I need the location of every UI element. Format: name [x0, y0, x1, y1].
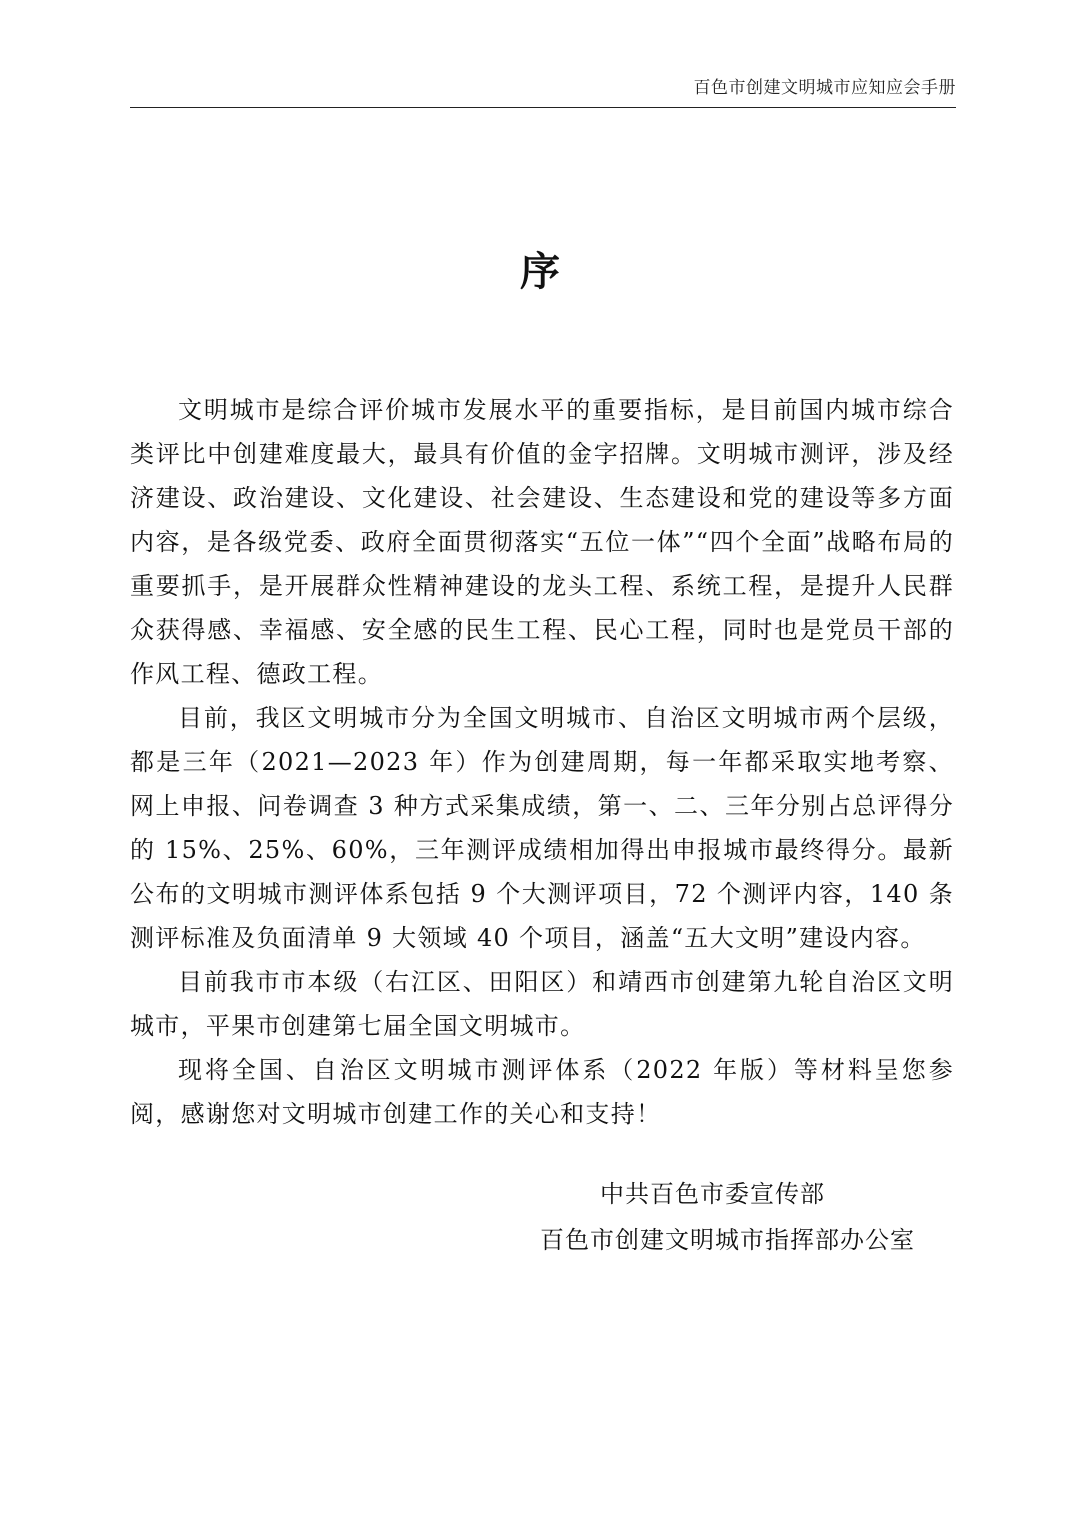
preface-body — [130, 388, 954, 1136]
running-header: 百色市创建文明城市应知应会手册 — [693, 78, 956, 98]
paragraph-4: 现将全国、自治区文明城市测评体系（2022 年版）等材料呈您参阅，感谢您对文明城市创建工作的关心和支持！ — [130, 1056, 954, 1128]
signature-line-1: 中共百色市委宣传部 — [600, 1180, 825, 1208]
paragraph-1: 文明城市是综合评价城市发展水平的重要指标，是目前国内城市综合类评比中创建难度最大，最具有价值的金字招牌。文明城市测评，涉及经济建设、政治建设、文化建设、社会建设、生态建设和党的建设等多方面内容，是各级党委、政府全面贯彻落实“五位一体”“四个全面”战略布局的重要抓手，是开展群众性精神建设的龙头工程、系统工程，是提升人民群众获得感、幸福感、安全感的民生工程、民心工程，同时也是党员干部的作风工程、德政工程。 — [130, 396, 954, 688]
paragraph-2: 目前，我区文明城市分为全国文明城市、自治区文明城市两个层级，都是三年（2021—2023 年）作为创建周期，每一年都采取实地考察、网上申报、问卷调查 3 种方式采集成绩，第一、二、三年分别占总评得分的 15%、25%、60%，三年测评成绩相加得出申报城市最终得分。最新公布的文明城市测评体系包括 9 个大测评项目，72 个测评内容，140 条测评标准及负面清单 9 大领域 40 个项目，涵盖“五大文明”建设内容。 — [130, 704, 954, 952]
header-divider — [130, 107, 956, 108]
paragraph-3: 目前我市市本级（右江区、田阳区）和靖西市创建第九轮自治区文明城市，平果市创建第七届全国文明城市。 — [130, 968, 954, 1040]
signature-line-2: 百色市创建文明城市指挥部办公室 — [540, 1226, 915, 1254]
signature-block — [520, 1171, 940, 1263]
page-title: 序 — [520, 248, 560, 295]
